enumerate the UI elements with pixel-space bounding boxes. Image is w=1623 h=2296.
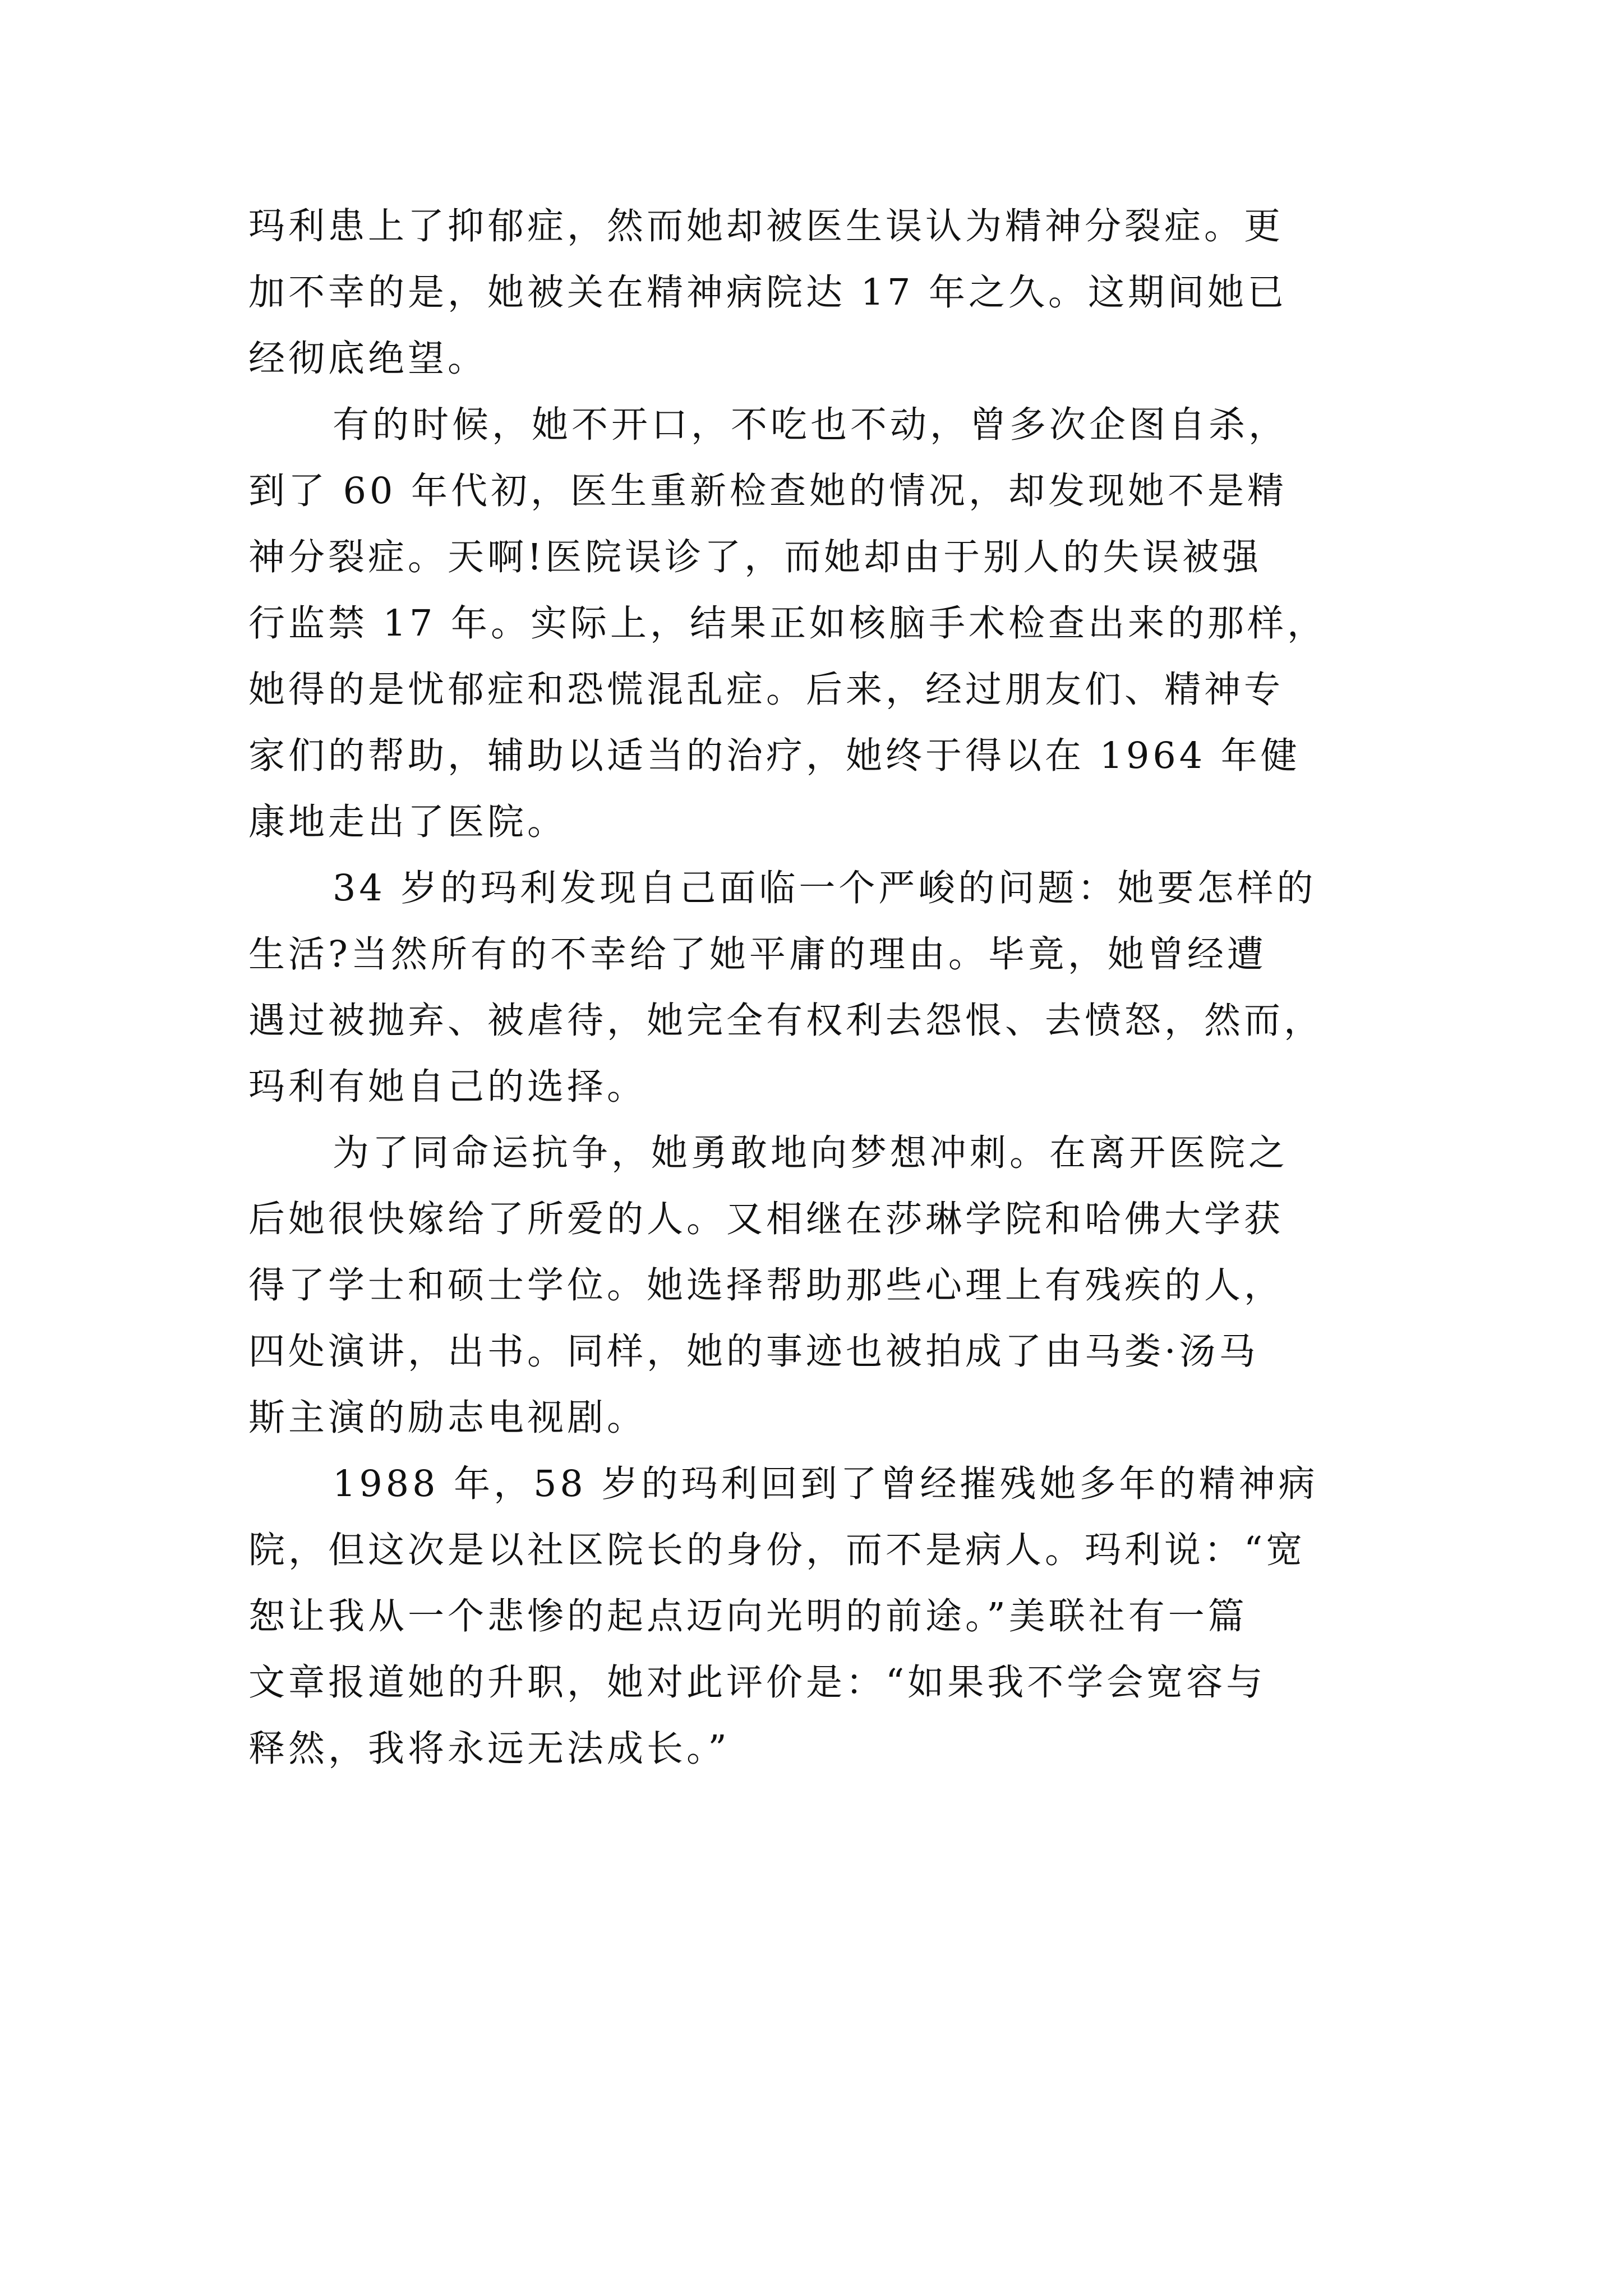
text-line: 加不幸的是，她被关在精神病院达 17 年之久。这期间她已 — [248, 272, 1288, 314]
paragraph-first-line: 有的时候，她不开口，不吃也不动，曾多次企图自杀， — [333, 404, 1289, 446]
text-line: 得了学士和硕士学位。她选择帮助那些心理上有残疾的人， — [248, 1264, 1284, 1306]
text-line: 恕让我从一个悲惨的起点迈向光明的前途。”美联社有一篇 — [248, 1595, 1248, 1637]
text-line: 经彻底绝望。 — [248, 338, 488, 380]
text-line: 康地走出了医院。 — [248, 801, 568, 843]
text-line: 行监禁 17 年。实际上，结果正如核脑手术检查出来的那样， — [248, 602, 1327, 645]
text-line: 家们的帮助，辅助以适当的治疗，她终于得以在 1964 年健 — [248, 735, 1301, 777]
body-text — [248, 194, 1390, 1782]
text-line: 遇过被抛弃、被虐待，她完全有权利去怨恨、去愤怒，然而， — [248, 1000, 1324, 1042]
text-line: 后她很快嫁给了所爱的人。又相继在莎琳学院和哈佛大学获 — [248, 1198, 1284, 1240]
text-line: 院，但这次是以社区院长的身份，而不是病人。玛利说：“宽 — [248, 1529, 1306, 1571]
text-line: 斯主演的励志电视剧。 — [248, 1397, 647, 1439]
paragraph-first-line: 为了同命运抗争，她勇敢地向梦想冲刺。在离开医院之 — [333, 1132, 1289, 1174]
text-line: 她得的是忧郁症和恐慌混乱症。后来，经过朋友们、精神专 — [248, 669, 1284, 711]
text-line: 玛利有她自己的选择。 — [248, 1066, 647, 1108]
text-line: 生活?当然所有的不幸给了她平庸的理由。毕竟，她曾经遭 — [248, 933, 1267, 976]
paragraph-first-line: 1988 年，58 岁的玛利回到了曾经摧残她多年的精神病 — [333, 1463, 1318, 1505]
text-line: 四处演讲，出书。同样，她的事迹也被拍成了由马娄·汤马 — [248, 1331, 1259, 1373]
text-line: 释然，我将永远无法成长。” — [248, 1728, 730, 1770]
text-line: 玛利患上了抑郁症，然而她却被医生误认为精神分裂症。更 — [248, 205, 1284, 247]
text-line: 神分裂症。天啊!医院误诊了，而她却由于别人的失误被强 — [248, 536, 1262, 578]
text-line: 到了 60 年代初，医生重新检查她的情况，却发现她不是精 — [248, 470, 1288, 512]
text-line: 文章报道她的升职，她对此评价是：“如果我不学会宽容与 — [248, 1662, 1266, 1704]
paragraph-first-line: 34 岁的玛利发现自己面临一个严峻的问题：她要怎样的 — [333, 867, 1317, 909]
